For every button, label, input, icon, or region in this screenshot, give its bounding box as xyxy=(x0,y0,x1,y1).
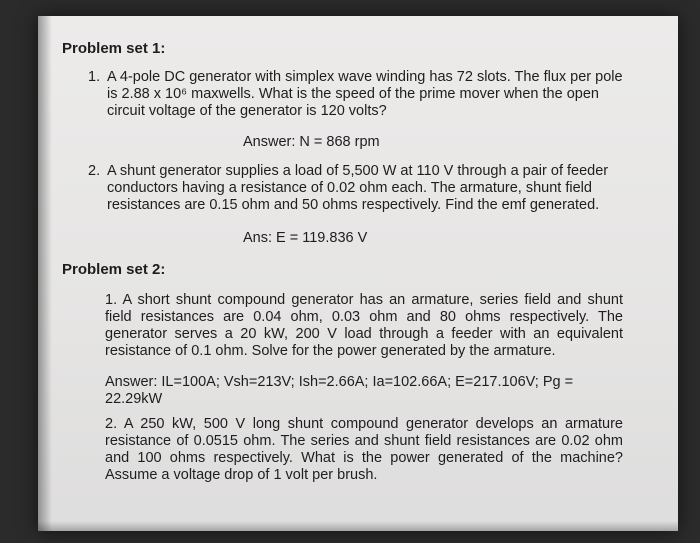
problem-2-text: A shunt generator supplies a load of 5,500 W at 110 V through a pair of feeder conductors having a resistance of 0.02 ohm each. The armature, shunt field resistances are 0.15 ohm and 50 ohms respectively. Find the emf generated. xyxy=(107,163,609,213)
problem-2-number: 2. xyxy=(88,163,101,179)
problem-1-text: A 4-pole DC generator with simplex wave winding has 72 slots. The flux per pole is 2.88 x 10⁶ maxwells. What is the speed of the prime mover when the open circuit voltage of the generator is 120 volts? xyxy=(107,69,623,119)
page-bottom-shadow xyxy=(38,521,678,531)
set-2-problem-1-text: 1. A short shunt compound generator has an armature, series field and shunt field resistances are 0.04 ohm, 0.03 ohm and 80 ohms respectively. The generator serves a 20 kW, 200 V load through a feeder with an equivalent resistance of 0.1 ohm. Solve for the power generated by the armature. xyxy=(105,292,623,359)
problem-2-answer: Ans: E = 119.836 V xyxy=(243,230,368,246)
problem-set-1-heading: Problem set 1: xyxy=(62,40,166,57)
set-2-problem-2-text: 2. A 250 kW, 500 V long shunt compound generator develops an armature resistance of 0.0515 ohm. The series and shunt field resistances are 0.02 ohm and 100 ohms respectively. What is the power generated of the machine? Assume a voltage drop of 1 volt per brush. xyxy=(105,416,623,483)
paper-sheet xyxy=(38,16,678,531)
problem-1-answer: Answer: N = 868 rpm xyxy=(243,134,380,150)
problem-set-2-heading: Problem set 2: xyxy=(62,261,166,278)
problem-1-number: 1. xyxy=(88,69,101,85)
set-2-problem-1-answer: Answer: IL=100A; Vsh=213V; Ish=2.66A; Ia=102.66A; E=217.106V; Pg = 22.29kW xyxy=(105,374,574,407)
page-shadow xyxy=(38,16,52,531)
